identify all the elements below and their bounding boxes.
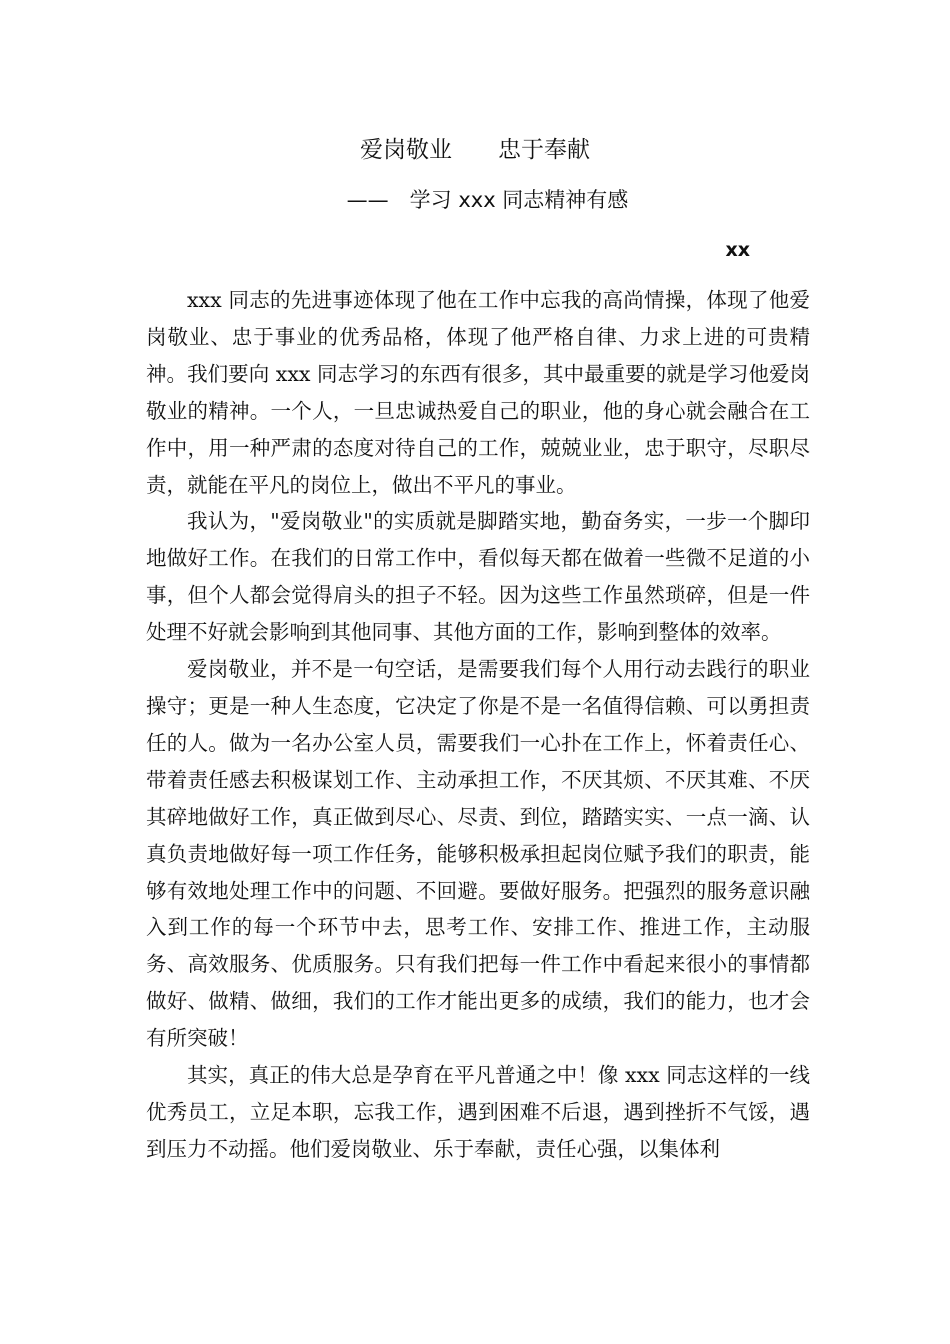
author-name: xx [725,239,750,261]
document-body [146,282,810,1168]
document-subtitle: —— 学习 xxx 同志精神有感 [346,188,629,212]
paragraph: 我认为，"爱岗敬业"的实质就是脚踏实地，勤奋务实，一步一个脚印地做好工作。在我们的日常工作中，看似每天都在做着一些微不足道的小事，但个人都会觉得肩头的担子不轻。因为这些工作虽然琐碎，但是一件处理不好就会影响到其他同事、其他方面的工作，影响到整体的效率。 [146,509,810,645]
document-title: 爱岗敬业 忠于奉献 [360,137,590,163]
paragraph: xxx 同志的先进事迹体现了他在工作中忘我的高尚情操，体现了他爱岗敬业、忠于事业的优秀品格，体现了他严格自律、力求上进的可贵精神。我们要向 xxx 同志学习的东西有很多，其中最重要的就是学习他爱岗敬业的精神。一个人，一旦忠诚热爱自己的职业，他的身心就会融合在工作中，用一种严肃的态度对待自己的工作，兢兢业业，忠于职守，尽职尽责，就能在平凡的岗位上，做出不平凡的事业。 [146,288,810,497]
paragraph: 爱岗敬业，并不是一句空话，是需要我们每个人用行动去践行的职业操守；更是一种人生态度，它决定了你是不是一名值得信赖、可以勇担责任的人。做为一名办公室人员，需要我们一心扑在工作上，怀着责任心、带着责任感去积极谋划工作、主动承担工作，不厌其烦、不厌其难、不厌其碎地做好工作，真正做到尽心、尽责、到位，踏踏实实、一点一滴、认真负责地做好每一项工作任务，能够积极承担起岗位赋予我们的职责，能够有效地处理工作中的问题、不回避。要做好服务。把强烈的服务意识融入到工作的每一个环节中去，思考工作、安排工作、推进工作，主动服务、高效服务、优质服务。只有我们把每一件工作中看起来很小的事情都做好、做精、做细，我们的工作才能出更多的成绩，我们的能力，也才会有所突破！ [146,657,810,1051]
paragraph: 其实，真正的伟大总是孕育在平凡普通之中！像 xxx 同志这样的一线优秀员工，立足本职，忘我工作，遇到困难不后退，遇到挫折不气馁，遇到压力不动摇。他们爱岗敬业、乐于奉献，责任心强，以集体利 [146,1063,810,1161]
